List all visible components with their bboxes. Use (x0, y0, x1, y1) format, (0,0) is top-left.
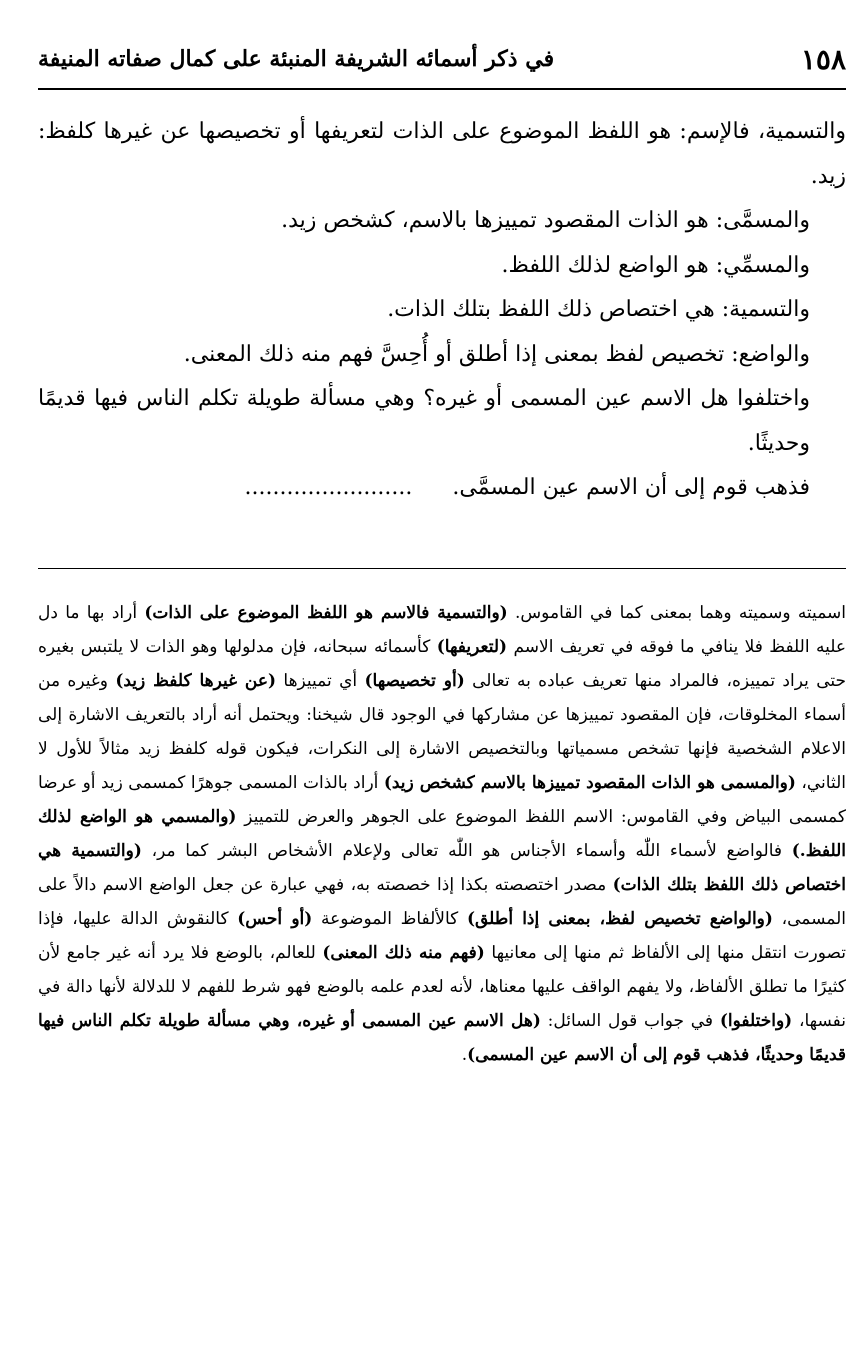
main-paragraph-4: والتسمية: هي اختصاص ذلك اللفظ بتلك الذات. (387, 297, 810, 322)
running-title: في ذكر أسمائه الشريفة المنبئة على كمال صفاته المنيفة (38, 46, 555, 72)
commentary-quoted-matn: (عن غيرها كلفظ زيد) (115, 671, 277, 691)
main-paragraph-3: والمسمِّي: هو الواضع لذلك اللفظ. (501, 252, 810, 278)
main-paragraph-5: والواضع: تخصيص لفظ بمعنى إذا أطلق أو أُحِسَّ فهم منه ذلك المعنى. (183, 341, 810, 367)
page-number: ١٥٨ (800, 43, 846, 76)
commentary-run: للعالم، بالوضع فلا يرد أنه غير جامع لأن كثيرًا ما تطلق الألفاظ، ولا يفهم الواقف عليها معناها، لأنه لعدم علمه بالوضع فهو شرط للفهم لا للدلالة لأنها دالة في نفسها، (38, 943, 846, 1031)
commentary-run: كالألفاظ الموضوعة (312, 909, 467, 929)
commentary-run: أي تمييزها (276, 671, 365, 691)
commentary-run: وغيره من أسماء المخلوقات، فإن المقصود تمييزها عن مشاركها في الوجود قال شيخنا: ويحتمل أنه أراد بالتعريف الاشارة إلى الاعلام الشخصية فإنها تشخص مسمياتها وبالتخصيص الاشارة إلى النكرات، فيكون قوله كلفظ زيد مثالاً للأول لا الثاني، (38, 671, 846, 793)
commentary-text (38, 596, 846, 1336)
page-header (38, 30, 846, 76)
commentary-quoted-matn: (والواضع تخصيص لفظ، بمعنى إذا أطلق) (466, 909, 773, 929)
main-paragraph-7 (38, 466, 846, 511)
header-rule (38, 88, 846, 90)
commentary-run: كأسمائه سبحانه، فإن مدلولها وهو الذات لا يلتبس بغيره حتى يراد تمييزه، فالمراد منها تعريف عباده به تعالى (38, 637, 847, 691)
commentary-quoted-matn: (أو تخصيصها) (364, 671, 465, 691)
main-paragraph-6: واختلفوا هل الاسم عين المسمى أو غيره؟ وهي مسألة طويلة تكلم الناس فيها قديمًا وحديثًا. (38, 386, 810, 456)
commentary-quoted-matn: (واختلفوا) (719, 1011, 793, 1031)
commentary-run: مصدر اختصصته بكذا إذا خصصته به، فهي عبارة عن جعل الواضع الاسم دالاً على المسمى، (38, 875, 846, 929)
commentary-quoted-matn: (أو أحس) (237, 909, 313, 929)
commentary-quoted-matn: (هل الاسم عين المسمى أو غيره، وهي مسألة طويلة تكلم الناس فيها قديمًا وحديثًا، فذهب قوم إلى أن الاسم عين المسمى) (38, 1011, 846, 1065)
commentary-run: فالواضع لأسماء اللّٰه وأسماء الأجناس هو اللّٰه تعالى ولإعلام الأشخاص البشر كما مر، (141, 841, 792, 861)
commentary-run: أراد بها ما دل عليه اللفظ فلا ينافي ما فوقه في تعريف الاسم (38, 603, 846, 657)
commentary-run: في جواب قول السائل: (540, 1011, 720, 1031)
main-paragraph-1: والتسمية، فالإسم: هو اللفظ الموضوع على الذات لتعريفها أو تخصيصها عن غيرها كلفظ: زيد. (38, 119, 846, 189)
commentary-separator (38, 568, 846, 569)
ellipsis-dots: ........................ (244, 475, 413, 500)
commentary-run: اسميته وسميته وهما بمعنى كما في القاموس. (507, 603, 846, 623)
commentary-quoted-matn: (والمسمى هو الذات المقصود تمييزها بالاسم كشخص زيد) (383, 773, 796, 793)
commentary-quoted-matn: (والتسمية فالاسم هو اللفظ الموضوع على الذات) (144, 603, 508, 623)
commentary-run: أراد بالذات المسمى جوهرًا كمسمى زيد أو عرضا كمسمى البياض وفي القاموس: الاسم اللفظ الموضوع على الجوهر والعرض للتمييز (38, 773, 846, 827)
main-text (38, 110, 846, 560)
commentary-quoted-matn: (فهم منه ذلك المعنى) (322, 943, 485, 963)
commentary-quoted-matn: (والمسمي هو الواضع لذلك اللفظ.) (38, 807, 846, 861)
main-paragraph-2: والمسمَّى: هو الذات المقصود تمييزها بالاسم، كشخص زيد. (281, 208, 810, 233)
commentary-run: . (461, 1045, 468, 1065)
commentary-run: كالنقوش الدالة عليها، فإذا تصورت انتقل منها إلى الألفاظ ثم منها إلى معانيها (38, 909, 846, 963)
commentary-quoted-matn: (والتسمية هي اختصاص ذلك اللفظ بتلك الذات) (38, 841, 846, 895)
main-paragraph-7-text: فذهب قوم إلى أن الاسم عين المسمَّى. (452, 475, 810, 500)
commentary-quoted-matn: (لتعريفها) (436, 637, 508, 657)
